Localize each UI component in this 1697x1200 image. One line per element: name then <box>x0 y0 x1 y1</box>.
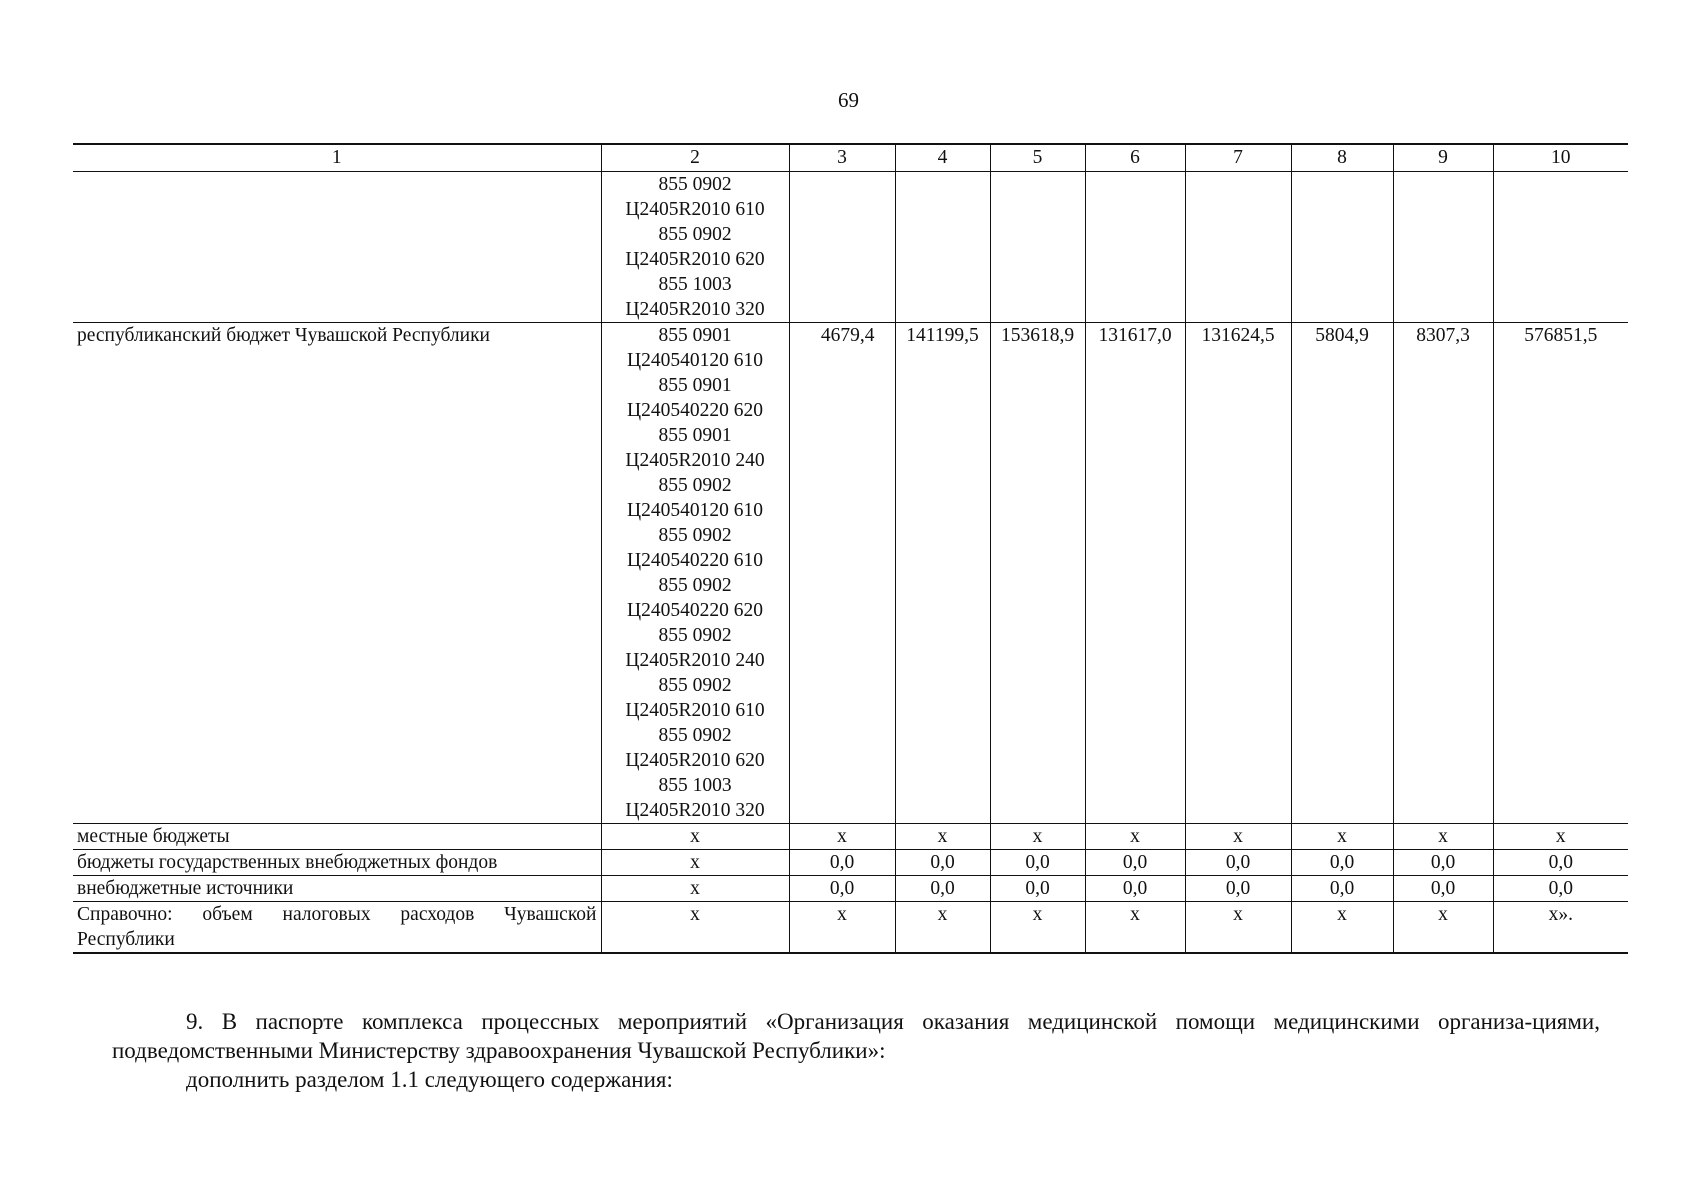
value-cell: x <box>1493 824 1628 850</box>
value-cell <box>990 172 1085 323</box>
column-header: 7 <box>1185 144 1291 172</box>
value-cell: x <box>1291 824 1393 850</box>
value-cell: x <box>895 902 990 954</box>
budget-code: 855 0902 <box>658 525 732 546</box>
value-cell <box>1085 172 1185 323</box>
budget-code: Ц2405R2010 620 <box>625 750 765 771</box>
budget-code: Ц2405R2010 620 <box>625 249 765 270</box>
budget-code: Ц2405R2010 610 <box>625 700 765 721</box>
value-cell: 0,0 <box>1393 850 1493 876</box>
value-cell: 0,0 <box>1185 850 1291 876</box>
budget-code-cell: x <box>601 902 789 954</box>
value-cell: x <box>990 824 1085 850</box>
table-row <box>73 902 1628 954</box>
budget-code: 855 0901 <box>658 375 732 396</box>
budget-code: Ц2405R2010 240 <box>625 450 765 471</box>
budget-table <box>73 143 1628 954</box>
budget-code-cell: x <box>601 876 789 902</box>
value-cell: 0,0 <box>789 850 895 876</box>
table-header-row <box>73 144 1628 172</box>
budget-code: 855 1003 <box>658 775 732 796</box>
value-cell: 0,0 <box>789 876 895 902</box>
table-row-republic-budget <box>73 323 1628 824</box>
value-cell: 5804,9 <box>1291 323 1393 824</box>
value-cell: x <box>1085 824 1185 850</box>
budget-code-cell <box>601 172 789 323</box>
budget-code: Ц240540220 620 <box>627 600 763 621</box>
value-cell: x <box>1185 824 1291 850</box>
column-header: 4 <box>895 144 990 172</box>
column-header: 9 <box>1393 144 1493 172</box>
row-label: республиканский бюджет Чувашской Республики <box>73 323 601 824</box>
value-cell: 0,0 <box>990 876 1085 902</box>
value-cell <box>1291 172 1393 323</box>
column-header: 6 <box>1085 144 1185 172</box>
value-cell: 0,0 <box>1493 876 1628 902</box>
value-cell <box>895 172 990 323</box>
value-cell: 0,0 <box>895 850 990 876</box>
paragraph-addition: дополнить разделом 1.1 следующего содержания: <box>186 1067 673 1092</box>
budget-code: Ц2405R2010 320 <box>625 800 765 821</box>
paragraph-item-9: 9. В паспорте комплекса процессных мероприятий «Организация оказания медицинской помощи медицинскими организа-циями, подведомственными Министерству здравоохранения Чувашской Республики»: <box>112 1009 1600 1063</box>
column-header: 10 <box>1493 144 1628 172</box>
value-cell: 0,0 <box>1085 876 1185 902</box>
value-cell <box>789 172 895 323</box>
value-cell: 0,0 <box>1493 850 1628 876</box>
budget-code: Ц2405R2010 320 <box>625 299 765 320</box>
value-cell: 576851,5 <box>1493 323 1628 824</box>
value-cell: 0,0 <box>895 876 990 902</box>
value-cell: x <box>1393 902 1493 954</box>
row-label: внебюджетные источники <box>73 876 601 902</box>
column-header: 3 <box>789 144 895 172</box>
value-cell: x <box>990 902 1085 954</box>
row-label: Справочно: объем налоговых расходов Чувашской Республики <box>73 902 601 954</box>
value-cell: x <box>895 824 990 850</box>
budget-code-cell: x <box>601 850 789 876</box>
budget-code: 855 0902 <box>658 475 732 496</box>
column-header: 2 <box>601 144 789 172</box>
value-cell: x». <box>1493 902 1628 954</box>
value-cell: 0,0 <box>1085 850 1185 876</box>
value-cell <box>1493 172 1628 323</box>
budget-code-cell <box>601 323 789 824</box>
budget-code: 855 0901 <box>658 325 732 346</box>
budget-code: 855 0902 <box>658 575 732 596</box>
budget-code: 855 0902 <box>658 725 732 746</box>
table-row-continuation <box>73 172 1628 323</box>
value-cell: 153618,9 <box>990 323 1085 824</box>
value-cell <box>1185 172 1291 323</box>
budget-code: Ц2405R2010 240 <box>625 650 765 671</box>
value-cell: x <box>1085 902 1185 954</box>
value-cell: 8307,3 <box>1393 323 1493 824</box>
value-cell: 0,0 <box>990 850 1085 876</box>
value-cell: 131617,0 <box>1085 323 1185 824</box>
row-label: бюджеты государственных внебюджетных фондов <box>73 850 601 876</box>
value-cell: x <box>1393 824 1493 850</box>
value-cell: x <box>789 902 895 954</box>
value-cell <box>1393 172 1493 323</box>
budget-code: 855 0902 <box>658 675 732 696</box>
budget-code: Ц240540120 610 <box>627 500 763 521</box>
value-cell: 0,0 <box>1291 850 1393 876</box>
budget-code: Ц240540220 610 <box>627 550 763 571</box>
budget-code: 855 0901 <box>658 425 732 446</box>
row-label <box>73 172 601 323</box>
column-header: 5 <box>990 144 1085 172</box>
table-row <box>73 876 1628 902</box>
budget-code: 855 0902 <box>658 625 732 646</box>
value-cell: x <box>1185 902 1291 954</box>
budget-code: 855 1003 <box>658 274 732 295</box>
value-cell: 0,0 <box>1393 876 1493 902</box>
table-row <box>73 824 1628 850</box>
budget-code: 855 0902 <box>658 224 732 245</box>
table-row <box>73 850 1628 876</box>
value-cell: 4679,4 <box>789 323 895 824</box>
column-header: 8 <box>1291 144 1393 172</box>
page-number: 69 <box>838 88 859 112</box>
budget-code: 855 0902 <box>658 174 732 195</box>
budget-code: Ц2405R2010 610 <box>625 199 765 220</box>
budget-code-cell: x <box>601 824 789 850</box>
value-cell: 0,0 <box>1291 876 1393 902</box>
value-cell: x <box>1291 902 1393 954</box>
column-header: 1 <box>73 144 601 172</box>
row-label: местные бюджеты <box>73 824 601 850</box>
budget-code: Ц240540220 620 <box>627 400 763 421</box>
value-cell: 0,0 <box>1185 876 1291 902</box>
value-cell: 131624,5 <box>1185 323 1291 824</box>
value-cell: 141199,5 <box>895 323 990 824</box>
budget-code: Ц240540120 610 <box>627 350 763 371</box>
value-cell: x <box>789 824 895 850</box>
